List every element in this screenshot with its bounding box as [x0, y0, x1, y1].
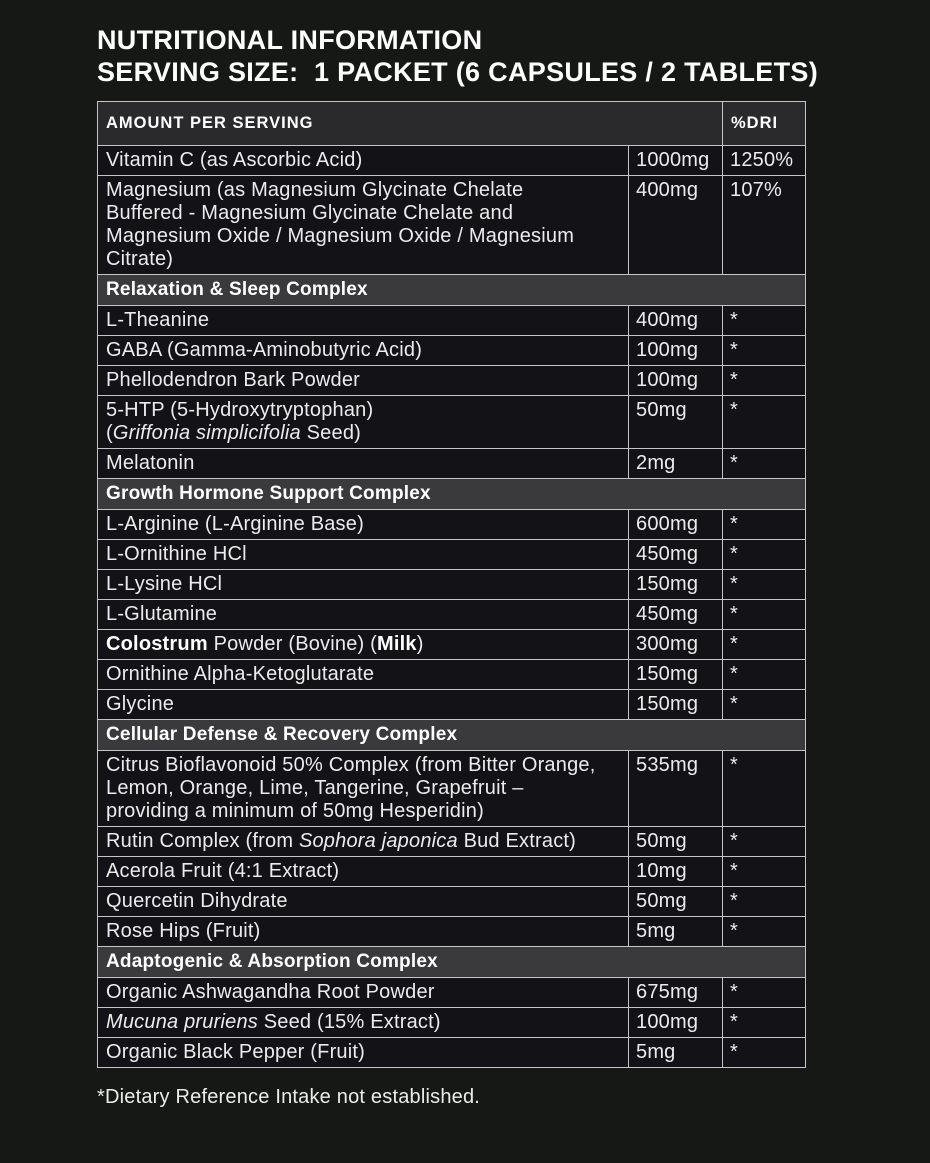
table-row [98, 146, 806, 176]
ingredient-amount: 450mg [629, 600, 723, 630]
table-row [98, 751, 806, 827]
ingredient-name: Magnesium (as Magnesium Glycinate Chelate Buffered - Magnesium Glycinate Chelate and Magnesium Oxide / Magnesium Oxide / Magnesium Citrate) [98, 176, 629, 275]
ingredient-amount: 450mg [629, 540, 723, 570]
table-row [98, 1038, 806, 1068]
table-row [98, 306, 806, 336]
column-header-dri: %DRI [723, 102, 806, 146]
ingredient-dri: * [723, 660, 806, 690]
ingredient-name: Organic Black Pepper (Fruit) [98, 1038, 629, 1068]
table-row [98, 917, 806, 947]
ingredient-dri: * [723, 449, 806, 479]
ingredient-amount: 150mg [629, 690, 723, 720]
section-row [98, 479, 806, 510]
table-row [98, 690, 806, 720]
ingredient-amount: 5mg [629, 917, 723, 947]
table-header-row [98, 102, 806, 146]
column-header-amount-per-serving: AMOUNT PER SERVING [98, 102, 723, 146]
ingredient-amount: 50mg [629, 887, 723, 917]
ingredient-name: Glycine [98, 690, 629, 720]
footnote: *Dietary Reference Intake not established. [97, 1086, 481, 1108]
ingredient-dri: * [723, 366, 806, 396]
ingredient-dri: * [723, 540, 806, 570]
ingredient-dri: * [723, 1038, 806, 1068]
table-row [98, 827, 806, 857]
ingredient-amount: 50mg [629, 396, 723, 449]
ingredient-name: GABA (Gamma-Aminobutyric Acid) [98, 336, 629, 366]
section-label: Growth Hormone Support Complex [98, 479, 806, 510]
ingredient-amount: 675mg [629, 978, 723, 1008]
table-row [98, 887, 806, 917]
ingredient-name: Colostrum Powder (Bovine) (Milk) [98, 630, 629, 660]
nutrition-table-body [98, 102, 806, 1068]
section-row [98, 720, 806, 751]
ingredient-amount: 600mg [629, 510, 723, 540]
table-row [98, 570, 806, 600]
ingredient-dri: * [723, 690, 806, 720]
ingredient-amount: 50mg [629, 827, 723, 857]
title-line-1: NUTRITIONAL INFORMATION [97, 25, 483, 55]
table-row [98, 857, 806, 887]
ingredient-name: Melatonin [98, 449, 629, 479]
section-label: Relaxation & Sleep Complex [98, 275, 806, 306]
ingredient-dri: * [723, 570, 806, 600]
ingredient-dri: * [723, 396, 806, 449]
ingredient-dri: * [723, 510, 806, 540]
ingredient-name: Organic Ashwagandha Root Powder [98, 978, 629, 1008]
ingredient-name: Ornithine Alpha-Ketoglutarate [98, 660, 629, 690]
page-title [97, 24, 930, 88]
ingredient-name: L-Ornithine HCl [98, 540, 629, 570]
ingredient-amount: 100mg [629, 1008, 723, 1038]
ingredient-amount: 400mg [629, 306, 723, 336]
section-label: Adaptogenic & Absorption Complex [98, 947, 806, 978]
table-row [98, 176, 806, 275]
ingredient-amount: 5mg [629, 1038, 723, 1068]
ingredient-amount: 150mg [629, 570, 723, 600]
ingredient-dri: * [723, 751, 806, 827]
ingredient-dri: * [723, 306, 806, 336]
table-row [98, 396, 806, 449]
ingredient-dri: * [723, 630, 806, 660]
section-label: Cellular Defense & Recovery Complex [98, 720, 806, 751]
ingredient-dri: * [723, 600, 806, 630]
ingredient-dri: * [723, 917, 806, 947]
table-row [98, 510, 806, 540]
ingredient-name: L-Arginine (L-Arginine Base) [98, 510, 629, 540]
table-row [98, 540, 806, 570]
table-row [98, 660, 806, 690]
table-row [98, 449, 806, 479]
nutrition-table [97, 101, 806, 1068]
ingredient-name: Mucuna pruriens Seed (15% Extract) [98, 1008, 629, 1038]
ingredient-amount: 2mg [629, 449, 723, 479]
ingredient-name: L-Theanine [98, 306, 629, 336]
ingredient-amount: 535mg [629, 751, 723, 827]
ingredient-name: Rutin Complex (from Sophora japonica Bud Extract) [98, 827, 629, 857]
ingredient-name: 5-HTP (5-Hydroxytryptophan) (Griffonia simplicifolia Seed) [98, 396, 629, 449]
table-row [98, 336, 806, 366]
ingredient-name: Phellodendron Bark Powder [98, 366, 629, 396]
ingredient-dri: * [723, 887, 806, 917]
ingredient-name: L-Lysine HCl [98, 570, 629, 600]
ingredient-dri: 1250% [723, 146, 806, 176]
section-row [98, 947, 806, 978]
section-row [98, 275, 806, 306]
ingredient-amount: 400mg [629, 176, 723, 275]
ingredient-dri: * [723, 857, 806, 887]
ingredient-name: Quercetin Dihydrate [98, 887, 629, 917]
table-row [98, 630, 806, 660]
ingredient-dri: * [723, 1008, 806, 1038]
title-line-2: SERVING SIZE: 1 PACKET (6 CAPSULES / 2 TABLETS) [97, 57, 819, 87]
ingredient-dri: * [723, 827, 806, 857]
table-row [98, 978, 806, 1008]
table-row [98, 1008, 806, 1038]
ingredient-amount: 10mg [629, 857, 723, 887]
ingredient-name: L-Glutamine [98, 600, 629, 630]
ingredient-amount: 100mg [629, 336, 723, 366]
ingredient-name: Acerola Fruit (4:1 Extract) [98, 857, 629, 887]
ingredient-amount: 300mg [629, 630, 723, 660]
ingredient-name: Rose Hips (Fruit) [98, 917, 629, 947]
ingredient-name: Vitamin C (as Ascorbic Acid) [98, 146, 629, 176]
ingredient-dri: 107% [723, 176, 806, 275]
ingredient-amount: 1000mg [629, 146, 723, 176]
ingredient-amount: 150mg [629, 660, 723, 690]
ingredient-dri: * [723, 336, 806, 366]
ingredient-name: Citrus Bioflavonoid 50% Complex (from Bitter Orange, Lemon, Orange, Lime, Tangerine, Grapefruit – providing a minimum of 50mg Hesperidin) [98, 751, 629, 827]
ingredient-dri: * [723, 978, 806, 1008]
ingredient-amount: 100mg [629, 366, 723, 396]
table-row [98, 600, 806, 630]
table-row [98, 366, 806, 396]
